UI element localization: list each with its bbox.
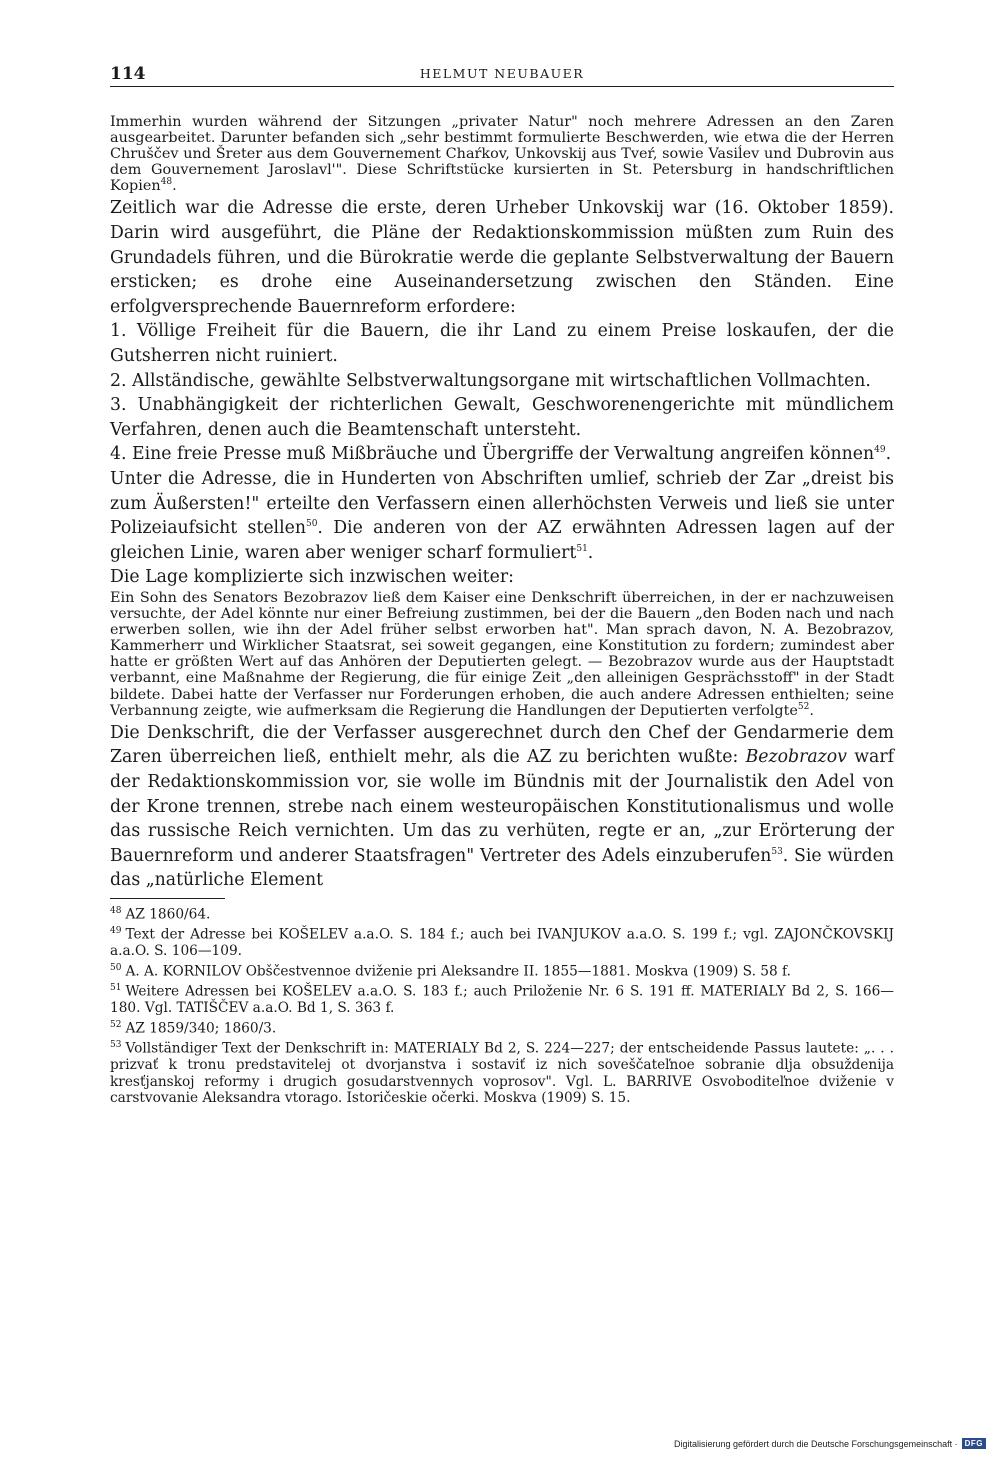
paragraph-5: Die Denkschrift, die der Verfasser ausgerechnet durch den Chef der Gendarmerie dem Zaren überreichen ließ, enthielt mehr, als die AZ zu berichten wußte: Bezobrazov warf der Redaktionskommission vor, sie wolle im Bündnis mit der Journalistik den Adel von der Krone trennen, strebe nach einem westeuropäischen Konstitutionalismus und wolle das russische Reich vernichten. Um das zu verhüten, regte er an, „zur Erörterung der Bauernreform und anderer Staatsfragen" Vertreter des Adels einzuberufen$^{53}$. Sie würden das „natürliche Element xyxy=(110,722,894,891)
paragraph-3: Unter die Adresse, die in Hunderten von Abschriften umlief, schrieb der Zar „dreist bis zum Äußersten!" erteilte den Verfassern einen allerhöchsten Verweis und ließ sie unter Polizeiaufsicht stellen$^{50}$. Die anderen von der AZ erwähnten Adressen lagen auf der gleichen Linie, waren aber weniger scharf formuliert$^{51}$. xyxy=(110,469,894,563)
paragraph-1: Immerhin wurden während der Sitzungen „privater Natur" noch mehrere Adressen an den Zaren ausgearbeitet. Darunter befanden sich „sehr bestimmt formulierte Beschwerden, wie etwa die der Herren Chruščev und Šreter aus dem Gouvernement Chaŕkov, Unkovskij aus Tveŕ, sowie Vasiĺev und Dubrovin aus dem Gouvernement Jaroslavl'". Diese Schriftstücke kursierten in St. Petersburg in handschriftlichen Kopien$^{48}$. xyxy=(110,114,894,195)
footnote-50: $^{50}$ A. A. KORNILOV Obščestvennoe dviženie pri Aleksandre II. 1855—1881. Moskva (1909) S. 58 f. xyxy=(110,962,791,980)
list-item-2: 2. Allständische, gewählte Selbstverwaltungsorgane mit wirtschaftlichen Vollmachten. xyxy=(110,370,871,391)
footnote-ref-51[interactable]: 51 xyxy=(576,544,588,555)
footnote-ref-53[interactable]: 53 xyxy=(771,846,783,857)
running-head: HELMUT NEUBAUER xyxy=(419,66,585,81)
list-item-3: 3. Unabhängigkeit der richterlichen Gewalt, Geschworenengerichte mit mündlichem Verfahren, denen auch die Beamtenschaft untersteht. xyxy=(110,395,894,440)
footnote-divider xyxy=(110,898,225,899)
footnote-ref-50[interactable]: 50 xyxy=(305,519,318,530)
footnotes xyxy=(110,903,894,1107)
footnote-53: $^{53}$ Vollständiger Text der Denkschrift in: MATERIALY Bd 2, S. 224—227; der entscheidende Passus lautete: „. . . prizvať k tronu predstavitelej ot dvorjanstva i sostaviť iz nich soveščateľnoe sobranie dlja obsuždenija kresťjanskoj reformy i drugich gosudarstvennych voprosov". Vgl. L. BARRIVE Osvoboditeľnoe dviženie v carstvovanie Aleksandra vtorago. Istoričeskie očerki. Moskva (1909) S. 15. xyxy=(110,1039,894,1107)
list-item-4: 4. Eine freie Presse muß Mißbräuche und Übergriffe der Verwaltung angreifen können$^{49}$. xyxy=(110,444,892,465)
footnote-ref-49[interactable]: 49 xyxy=(874,445,886,456)
page-number: 114 xyxy=(110,64,146,84)
footnote-48: $^{48}$ AZ 1860/64. xyxy=(110,905,211,923)
credit-text: Digitalisierung gefördert durch die Deutsche Forschungsgemeinschaft · xyxy=(673,1438,958,1449)
page-header xyxy=(110,64,894,87)
dfg-logo-icon: DFG xyxy=(962,1438,986,1449)
paragraph-2: Zeitlich war die Adresse die erste, deren Urheber Unkovskij war (16. Oktober 1859). Darin wird ausgeführt, die Pläne der Redaktionskommission müßten zum Ruin des Grundadels führen, und die Bürokratie werde die geplante Selbstverwaltung der Bauern ersticken; es drohe eine Auseinandersetzung zwischen den Ständen. Eine erfolgversprechende Bauernreform erfordere: xyxy=(110,198,894,317)
footnote-ref-52[interactable]: 52 xyxy=(797,701,810,712)
digitization-credit xyxy=(674,1438,986,1449)
list-item-1: 1. Völlige Freiheit für die Bauern, die ihr Land zu einem Preise loskaufen, der die Gutsherren nicht ruiniert. xyxy=(110,321,894,367)
main-text xyxy=(110,114,894,1107)
paragraph-4: Die Lage komplizierte sich inzwischen weiter: xyxy=(110,567,514,588)
footnote-52: $^{52}$ AZ 1859/340; 1860/3. xyxy=(110,1019,277,1037)
footnote-51: $^{51}$ Weitere Adressen bei KOŠELEV a.a.O. S. 183 f.; auch Priloženie Nr. 6 S. 191 ff. MATERIALY Bd 2, S. 166—180. Vgl. TATIŠČEV a.a.O. Bd 1, S. 363 f. xyxy=(110,982,894,1017)
footnote-ref-48[interactable]: 48 xyxy=(160,177,173,188)
footnote-49: $^{49}$ Text der Adresse bei KOŠELEV a.a.O. S. 184 f.; auch bei IVANJUKOV a.a.O. S. 199 f.; vgl. ZAJONČKOVSKIJ a.a.O. S. 106—109. xyxy=(110,926,894,960)
quoted-block: Ein Sohn des Senators Bezobrazov ließ dem Kaiser eine Denkschrift überreichen, in der er nachzuweisen versuchte, der Adel könnte nur einer Befreiung zustimmen, bei der die Bauern „den Boden nach und nach erwerben sollen, wie ihn der Adel früher selbst erworben hat". Man sprach davon, N. A. Bezobrazov, Kammerherr und Wirklicher Staatsrat, sei soweit gegangen, eine Konstitution zu fordern; zumindest aber hatte er größten Wert auf das Anhören der Deputierten gelegt. — Bezobrazov wurde aus der Hauptstadt verbannt, eine Maßnahme der Regierung, die für einige Zeit „den alleinigen Gesprächsstoff" in der Stadt bildete. Dabei hatte der Verfasser nur Forderungen erhoben, die auch andere Adressen enthielten; seine Verbannung zeigte, wie aufmerksam die Regierung die Handlungen der Deputierten verfolgte$^{52}$. xyxy=(110,589,894,719)
